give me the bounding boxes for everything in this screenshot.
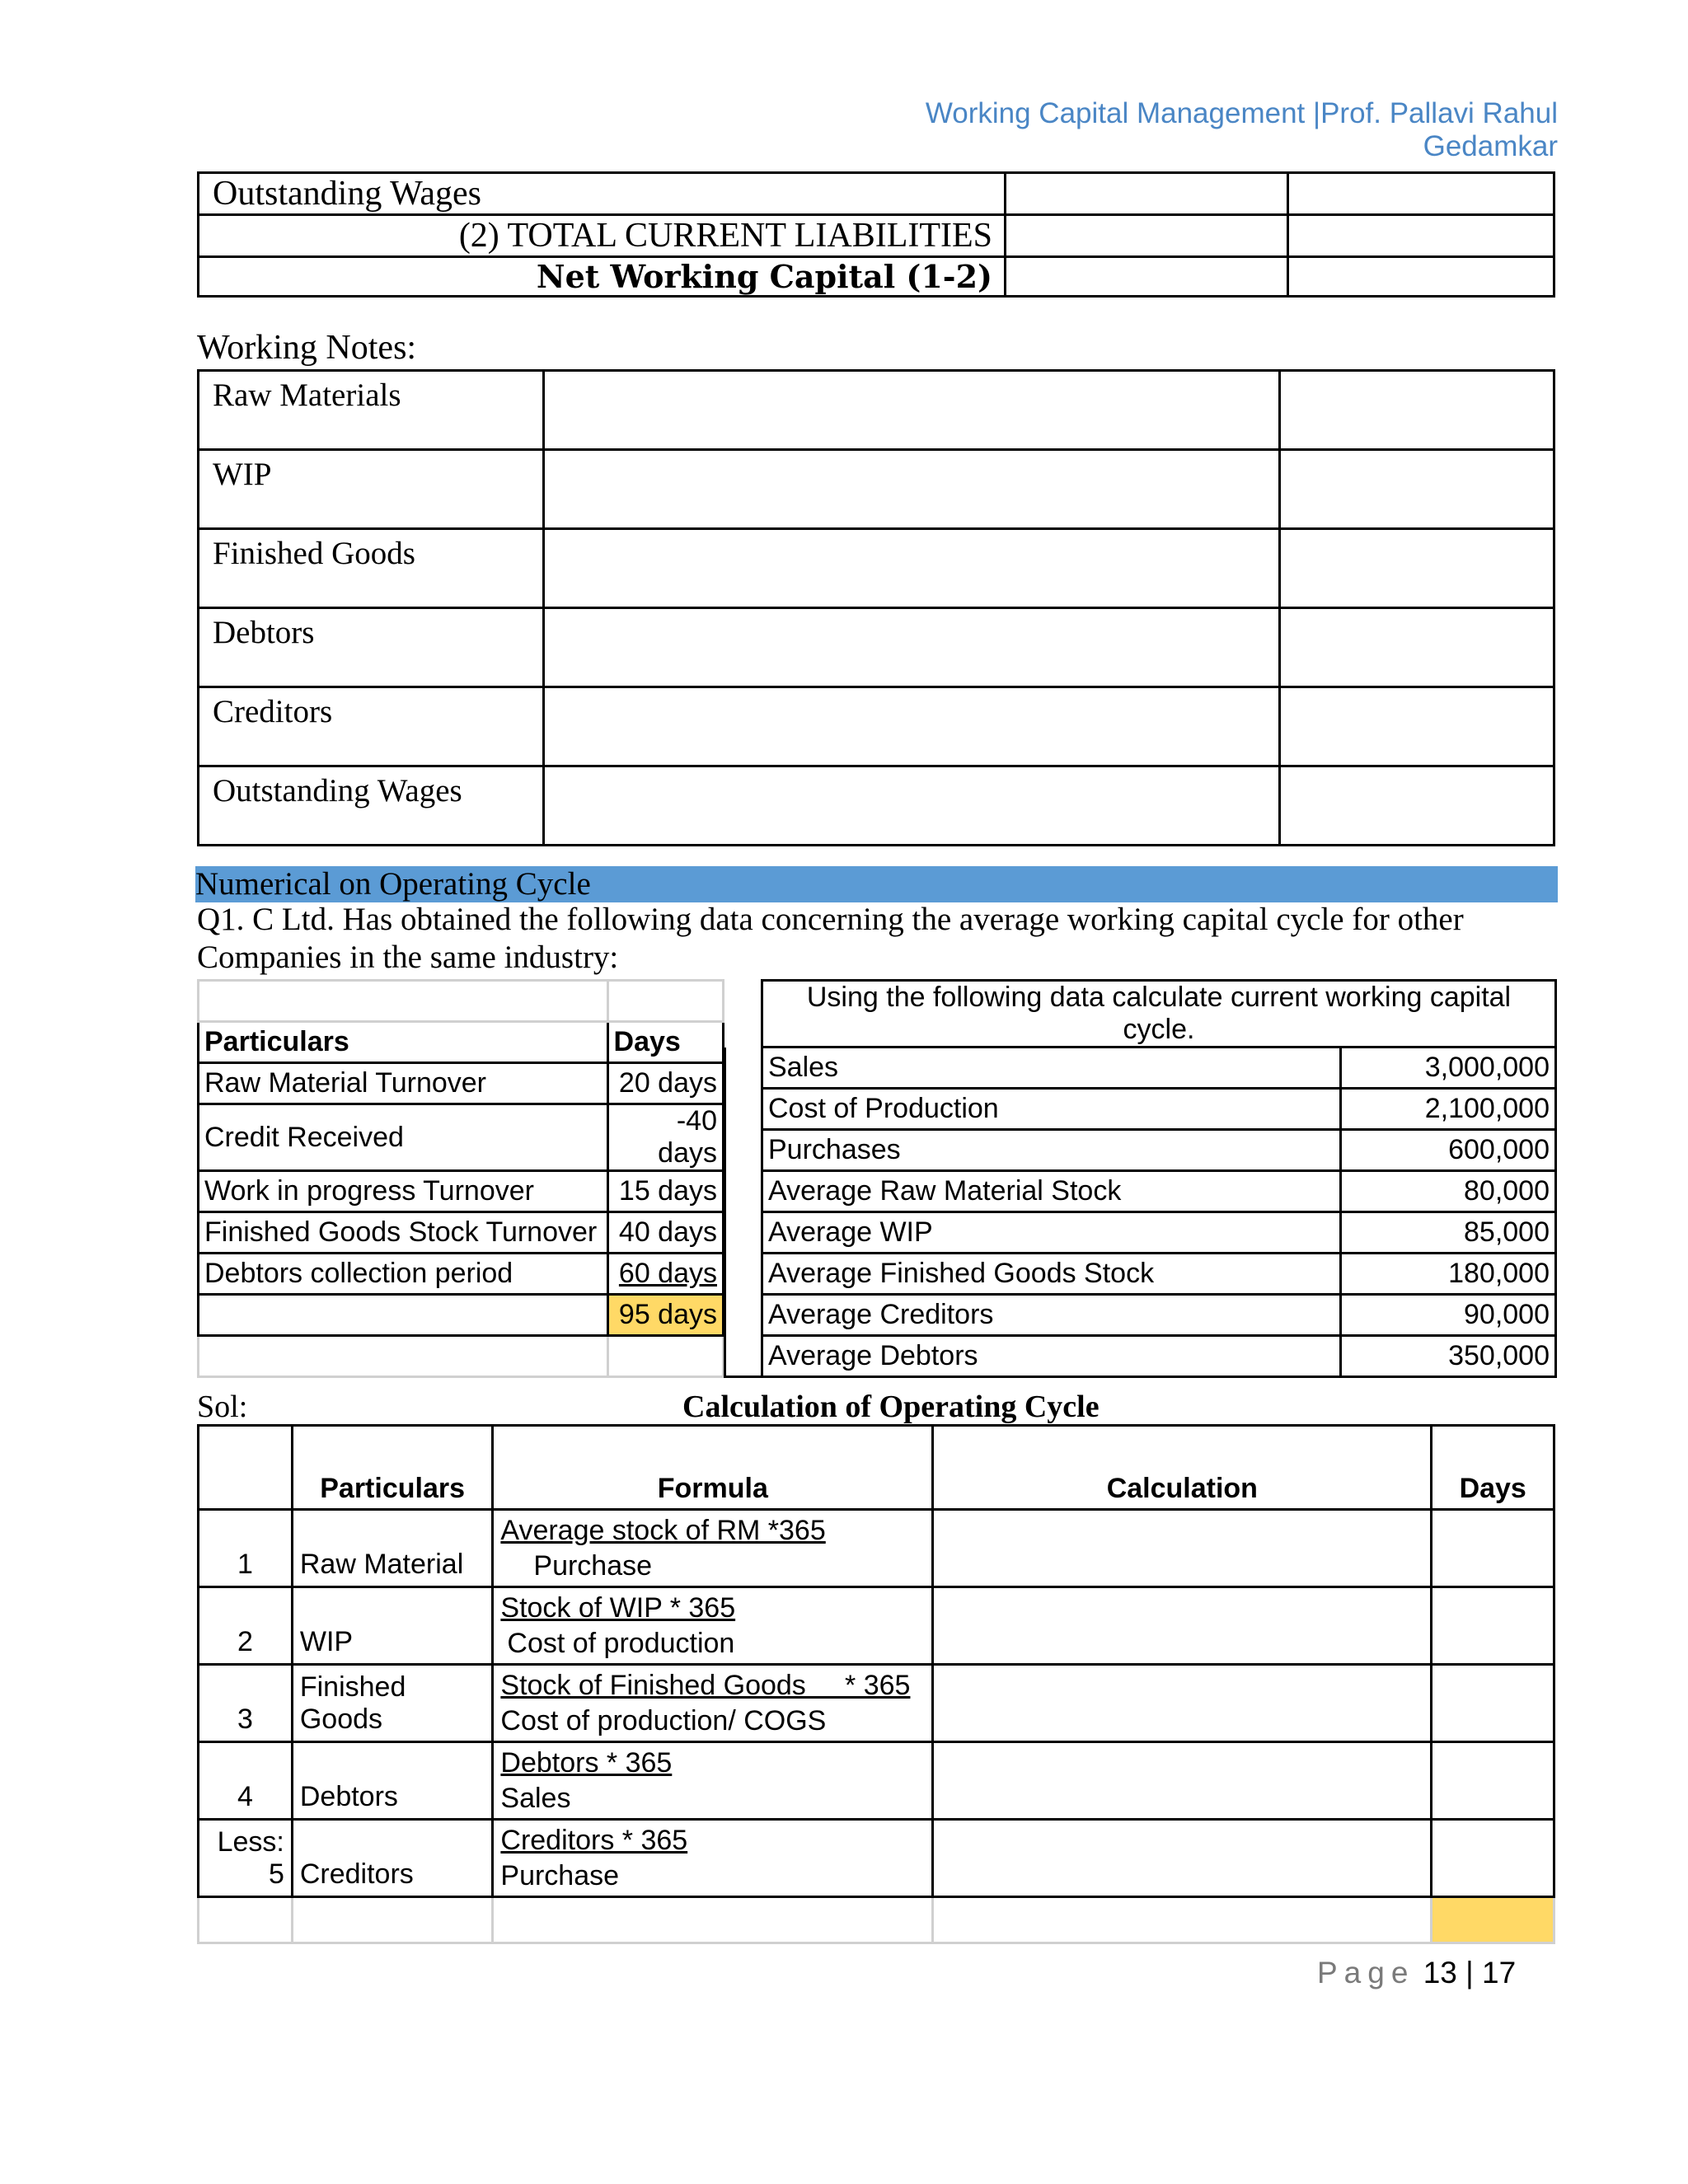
table-row [199,1104,724,1171]
row-label: Finished Goods [199,529,544,608]
particular-cell: Raw Material Turnover [199,1063,608,1104]
formula-denominator: Purchase [500,1859,620,1891]
column-header: Formula [493,1426,933,1510]
table-row [725,1089,1556,1130]
solution-title: Calculation of Operating Cycle [682,1390,1100,1424]
table-header-row [199,1426,1554,1510]
particular-cell: Debtors collection period [199,1254,608,1295]
table-row [199,1742,1554,1820]
row-label: Raw Materials [199,371,544,450]
days-cell: 40 days [607,1212,723,1254]
column-header: Particulars [292,1426,493,1510]
formula-denominator: Purchase [533,1549,653,1582]
column-header: Particulars [199,1022,608,1063]
days-cell: 20 days [607,1063,723,1104]
table-row [725,1212,1556,1254]
table-row [725,1254,1556,1295]
row-label: Debtors [199,608,544,687]
particular-cell: Finished Goods [292,1665,493,1742]
operating-cycle-table [197,1424,1555,1944]
row-number: 2 [199,1587,293,1665]
table-row [199,1820,1554,1897]
value-cell: 2,100,000 [1341,1089,1556,1130]
formula-denominator: Cost of production/ COGS [500,1704,827,1736]
table-row [199,766,1554,846]
working-notes-table [197,369,1555,846]
table-row [725,1171,1556,1212]
formula-cell [493,1510,933,1587]
table-row [199,1254,724,1295]
particular-cell: WIP [292,1587,493,1665]
table-row [199,215,1554,257]
value-cell: 600,000 [1341,1130,1556,1171]
value-cell: 3,000,000 [1341,1047,1556,1089]
formula-cell [493,1742,933,1820]
table-row [725,1047,1556,1089]
formula-denominator: Cost of production [507,1627,735,1659]
page-header: Working Capital Management |Prof. Pallavi Rahul Gedamkar [925,97,1558,162]
formula-cell [493,1587,933,1665]
table-row [199,1336,724,1377]
table-row [199,1587,1554,1665]
row-number: Less: 5 [199,1820,293,1897]
table-total-row [199,1897,1554,1943]
table-row [199,450,1554,529]
working-notes-label: Working Notes: [197,329,417,367]
section-banner: Numerical on Operating Cycle [195,866,1558,902]
table-header-row [199,1022,724,1063]
formula-numerator: Average stock of RM *365 [500,1514,826,1546]
item-cell: Average Finished Goods Stock [762,1254,1341,1295]
row-number: 3 [199,1665,293,1742]
row-label: Creditors [199,687,544,766]
column-header: Days [1432,1426,1554,1510]
value-cell: 80,000 [1341,1171,1556,1212]
value-cell: 350,000 [1341,1336,1556,1377]
table-row [199,1510,1554,1587]
particular-cell: Debtors [292,1742,493,1820]
item-cell: Average Creditors [762,1295,1341,1336]
table-row [199,1665,1554,1742]
particular-cell: Credit Received [199,1104,608,1171]
table-row [199,1063,724,1104]
formula-denominator: Sales [500,1782,571,1814]
item-cell: Average Debtors [762,1336,1341,1377]
table-row [725,1295,1556,1336]
company-data-table [724,979,1557,1378]
table-row [199,1171,724,1212]
days-cell: 60 days [607,1254,723,1295]
liabilities-table [197,171,1555,298]
formula-numerator: Creditors * 365 [500,1824,688,1856]
industry-days-table [197,979,724,1378]
instruction-cell: Using the following data calculate current working capital cycle. [762,981,1556,1047]
particular-cell: Finished Goods Stock Turnover [199,1212,608,1254]
formula-numerator: Stock of Finished Goods * 365 [500,1669,911,1701]
row-number: 4 [199,1742,293,1820]
item-cell: Average WIP [762,1212,1341,1254]
formula-numerator: Debtors * 365 [500,1746,673,1779]
column-header: Calculation [933,1426,1432,1510]
total-current-liabilities-label: (2) TOTAL CURRENT LIABILITIES [199,215,1006,257]
table-row [725,981,1556,1047]
row-number: 1 [199,1510,293,1587]
particular-cell: Work in progress Turnover [199,1171,608,1212]
table-row [725,1336,1556,1377]
item-cell: Purchases [762,1130,1341,1171]
item-cell: Cost of Production [762,1089,1341,1130]
table-row [725,1130,1556,1171]
solution-label: Sol: [197,1390,248,1424]
formula-numerator: Stock of WIP * 365 [500,1591,736,1624]
page-footer [1317,1956,1516,1990]
row-label: Outstanding Wages [199,766,544,846]
table-row [199,371,1554,450]
table-row [199,257,1554,297]
particular-cell: Creditors [292,1820,493,1897]
value-cell: 85,000 [1341,1212,1556,1254]
net-working-capital-label: Net Working Capital (1-2) [199,257,1006,297]
page-number: 13 | 17 [1423,1956,1517,1990]
table-row [199,687,1554,766]
row-label: Outstanding Wages [199,173,1006,215]
question-text: Q1. C Ltd. Has obtained the following data concerning the average working capital cycle for other Companies in the same industry: [197,902,1464,975]
table-row [199,608,1554,687]
page-word: Page [1317,1956,1415,1990]
table-row [199,173,1554,215]
total-days-cell: 95 days [607,1295,723,1336]
table-row [199,981,724,1022]
total-days-cell [1432,1897,1554,1943]
column-header: Days [607,1022,723,1063]
table-row [199,1212,724,1254]
particular-cell: Raw Material [292,1510,493,1587]
value-cell: 180,000 [1341,1254,1556,1295]
row-label: WIP [199,450,544,529]
item-cell: Average Raw Material Stock [762,1171,1341,1212]
formula-cell [493,1665,933,1742]
formula-cell [493,1820,933,1897]
table-total-row [199,1295,724,1336]
table-row [199,529,1554,608]
days-cell: 15 days [607,1171,723,1212]
days-cell: -40 days [607,1104,723,1171]
value-cell: 90,000 [1341,1295,1556,1336]
item-cell: Sales [762,1047,1341,1089]
